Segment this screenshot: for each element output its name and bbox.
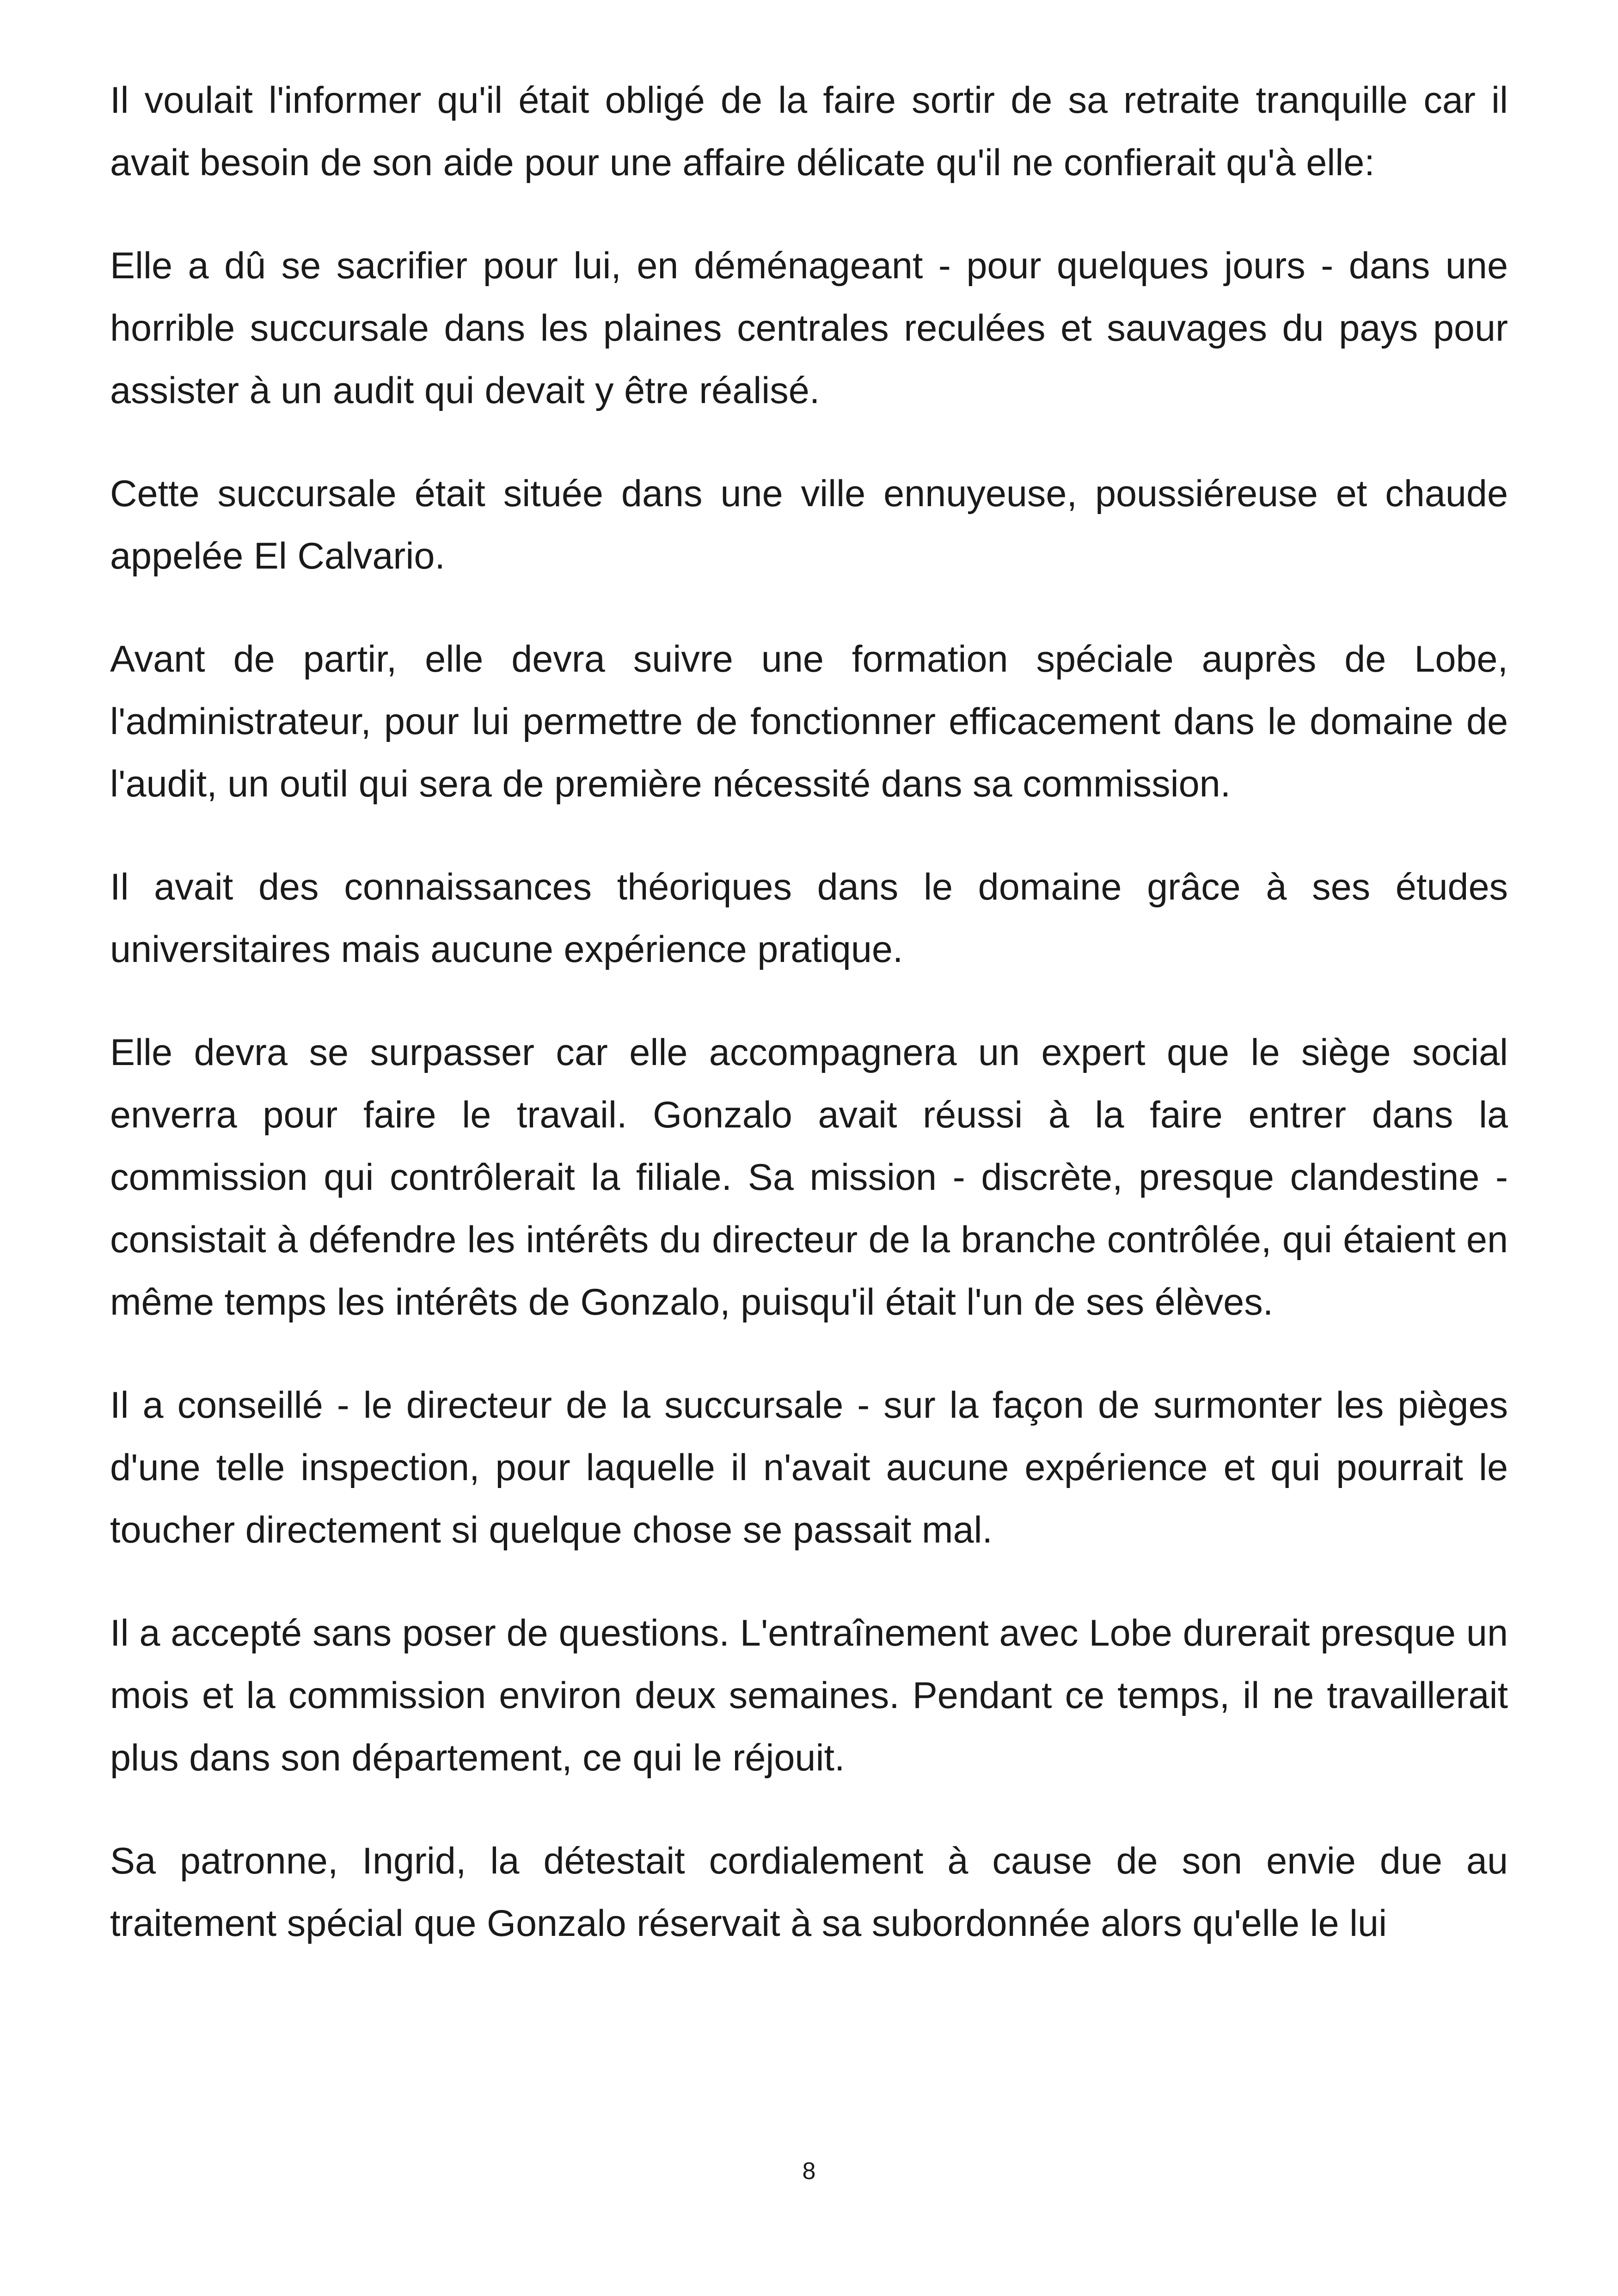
paragraph-6: Elle devra se surpasser car elle accompagnera un expert que le siège social enverra pour faire le travail. Gonzalo avait réussi à la faire entrer dans la commission qui contrôlerait la filiale. Sa mission - discrète, presque clandestine - consistait à défendre les intérêts du directeur de la branche contrôlée, qui étaient en même temps les intérêts de Gonzalo, puisqu'il était l'un de ses élèves. [110, 1032, 1508, 1323]
paragraph-3: Cette succursale était située dans une ville ennuyeuse, poussiéreuse et chaude appelée El Calvario. [110, 473, 1508, 577]
paragraph-9: Sa patronne, Ingrid, la détestait cordialement à cause de son envie due au traitement spécial que Gonzalo réservait à sa subordonnée alors qu'elle le lui [110, 1840, 1508, 1944]
paragraph-1: Il voulait l'informer qu'il était obligé de la faire sortir de sa retraite tranquille car il avait besoin de son aide pour une affaire délicate qu'il ne confierait qu'à elle: [110, 80, 1508, 184]
paragraph-8: Il a accepté sans poser de questions. L'entraînement avec Lobe durerait presque un mois et la commission environ deux semaines. Pendant ce temps, il ne travaillerait plus dans son département, ce qui le réjouit. [110, 1612, 1508, 1779]
paragraph-5: Il avait des connaissances théoriques dans le domaine grâce à ses études universitaires mais aucune expérience pratique. [110, 866, 1508, 970]
paragraph-2: Elle a dû se sacrifier pour lui, en déménageant - pour quelques jours - dans une horrible succursale dans les plaines centrales reculées et sauvages du pays pour assister à un audit qui devait y être réalisé. [110, 245, 1508, 411]
paragraph-7: Il a conseillé - le directeur de la succursale - sur la façon de surmonter les pièges d'une telle inspection, pour laquelle il n'avait aucune expérience et qui pourrait le toucher directement si quelque chose se passait mal. [110, 1384, 1508, 1551]
paragraph-4: Avant de partir, elle devra suivre une formation spéciale auprès de Lobe, l'administrateur, pour lui permettre de fonctionner efficacement dans le domaine de l'audit, un outil qui sera de première nécessité dans sa commission. [110, 638, 1508, 805]
page-number: 8 [802, 2158, 816, 2185]
document-page [110, 69, 1508, 1996]
